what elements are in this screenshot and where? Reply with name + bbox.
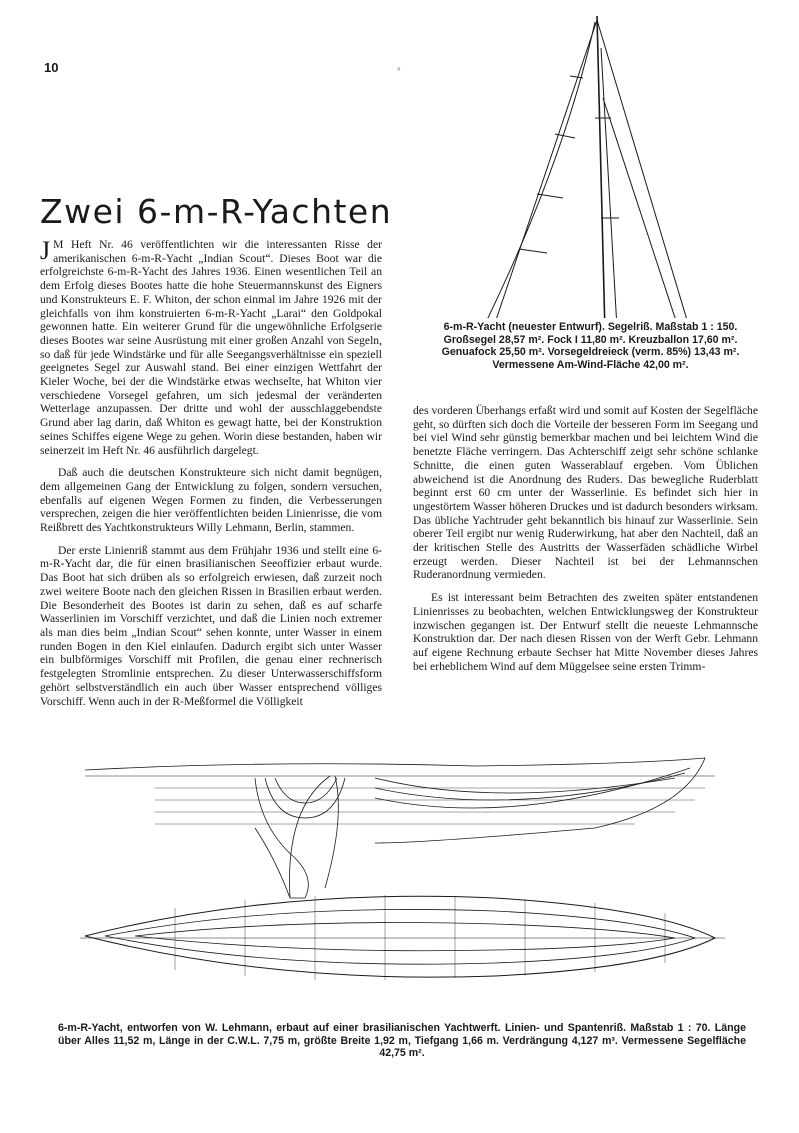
hull-lines-drawing: [75, 748, 735, 1008]
intro-paragraph: [40, 238, 382, 457]
left-text-column: [40, 238, 382, 717]
page-number: 10: [44, 60, 59, 75]
paragraph: Daß auch die deutschen Konstrukteure sich nicht damit begnügen, dem allgemeinen Gang der Entwicklung zu folgen, sondern versuchen, ebenfalls auf eigenen Wegen Formen zu finden, die Verbesserungen versprechen, zeigen die hier veröffentlichten beiden Linienrisse, die vom Reißbrett des Yachtkonstrukteurs Willy Lehmann, Berlin, stammen.: [40, 466, 382, 535]
paragraph-text: M Heft Nr. 46 veröffentlichten wir die interessanten Risse der amerikanischen 6-m-R-Yacht „Indian Scout“. Dieses Boot war die erfolgreichste 6-m-R-Yacht des Jahres 1936. Einen wesentlichen Teil an dem Erfolg dieses Bootes hatte die hohe Steuermannskunst des Eigners und Konstrukteurs E. F. Whiton, der schon einmal im Jahre 1926 mit der gleichfalls von ihm konstruierten 6-m-R-Yacht „Larai“ den Goldpokal gewonnen hatte. Ein weiterer Grund für die ungewöhnliche Erfolgserie dieses Bootes war seine Ausrüstung mit einer großen Anzahl von Segeln, so daß für jede Windstärke und für alle Seegangsverhältnisse ein speziell geeignetes Segel zur Auswahl stand. Bei einer einzigen Wettfahrt der Kieler Woche, bei der die Windstärke etwas wechselte, hat Whiton vier verschiedene Vorsegel gefahren, um sich jedesmal der veränderten Wetterlage anzupassen. Der dritte und wohl der ausschlaggebendste Grund aber lag darin, daß Whiton es gewagt hatte, bei der Konstruktion seines Schiffes eigene Wege zu gehen. Worin diese bestanden, haben wir seinerzeit im Heft Nr. 46 ausführlich dargelegt.: [40, 238, 382, 457]
drop-cap: J: [40, 236, 51, 265]
sail-plan-caption: 6-m-R-Yacht (neuester Entwurf). Segelriß. Maßstab 1 : 150. Großsegel 28,57 m². Fock I 11,80 m². Kreuzballon 17,60 m². Genuafock 25,50 m². Vorsegeldreieck (verm. 85%) 13,43 m². Vermessene Am-Wind-Fläche 42,00 m².: [441, 321, 740, 371]
article-title: Zwei 6-m-R-Yachten: [40, 192, 393, 232]
sail-plan-drawing: [425, 8, 755, 318]
right-text-column: [413, 404, 758, 682]
page-dot-mark: °: [397, 66, 401, 76]
hull-lines-caption: 6-m-R-Yacht, entworfen von W. Lehmann, erbaut auf einer brasilianischen Yachtwerft. Linien- und Spantenriß. Maßstab 1 : 70. Länge über Alles 11,52 m, Länge in der C.W.L. 7,75 m, größte Breite 1,92 m, Tiefgang 1,66 m. Verdrängung 4,127 m³. Vermessene Segelfläche 42,75 m².: [58, 1022, 746, 1059]
paragraph: Der erste Linienriß stammt aus dem Frühjahr 1936 und stellt eine 6-m-R-Yacht dar, die für einen brasilianischen Seeoffizier erbaut wurde. Das Boot hat sich drüben als so erfolgreich erwiesen, daß zurzeit noch zwei weitere Boote nach den gleichen Rissen in Brasilien erbaut werden. Die Besonderheit des Bootes ist darin zu sehen, daß es auf scharfe Wasserlinien im Vorschiff verzichtet, und daß die Linien noch extremer als man dies beim „Indian Scout“ sehen konnte, unter Wasser in einem runden Bogen in den Kiel einlaufen. Dadurch ergibt sich unter Wasser ein bulbförmiges Vorschiff mit Profilen, die genau einer rechnerisch festgelegten Stromlinie entsprechen. Zu dieser Unterwasserschiffsform gehört selbstverständlich ein auch über Wasser entsprechend völliges Vorschiff. Wenn auch in der R-Meßformel die Völligkeit: [40, 543, 382, 708]
paragraph: des vorderen Überhangs erfaßt wird und somit auf Kosten der Segelfläche geht, so dürften sich doch die Vorteile der besseren Form im Seegang und bei viel Wind sehr günstig bemerkbar machen und bei leichtem Wind die benetzte Fläche verringern. Das Achterschiff zeigt sehr schöne schlanke Schnitte, die einen guten Wasserablauf ergeben. Vom Üblichen abweichend ist die Anordnung des Ruders. Das bewegliche Ruderblatt beginnt erst 60 cm unter der Wasserlinie. Es befindet sich hier in ungestörtem Wasser höheren Druckes und ist dadurch besonders wirksam. Das übliche Yachtruder geht bekanntlich bis hinauf zur Wasserlinie. Sein oberer Teil ergibt nur wenig Ruderwirkung, hat aber den Nachteil, daß an der kritischen Stelle des Austritts der Wasserfäden schädliche Wirbel erzeugt werden. Dieser Nachteil ist bei der Lehmannschen Ruderanordnung vermieden.: [413, 404, 758, 582]
paragraph: Es ist interessant beim Betrachten des zweiten später entstandenen Linienrisses zu beobachten, welchen Entwicklungsweg der Konstrukteur inzwischen gegangen ist. Der Entwurf stellt die neueste Lehmannsche Konstruktion dar. Der nach diesen Rissen von der Werft Gebr. Lehmann auf eigene Rechnung erbaute Sechser hat Mitte November dieses Jahres bei erheblichem Wind auf dem Müggelsee seine ersten Trimm-: [413, 591, 758, 673]
